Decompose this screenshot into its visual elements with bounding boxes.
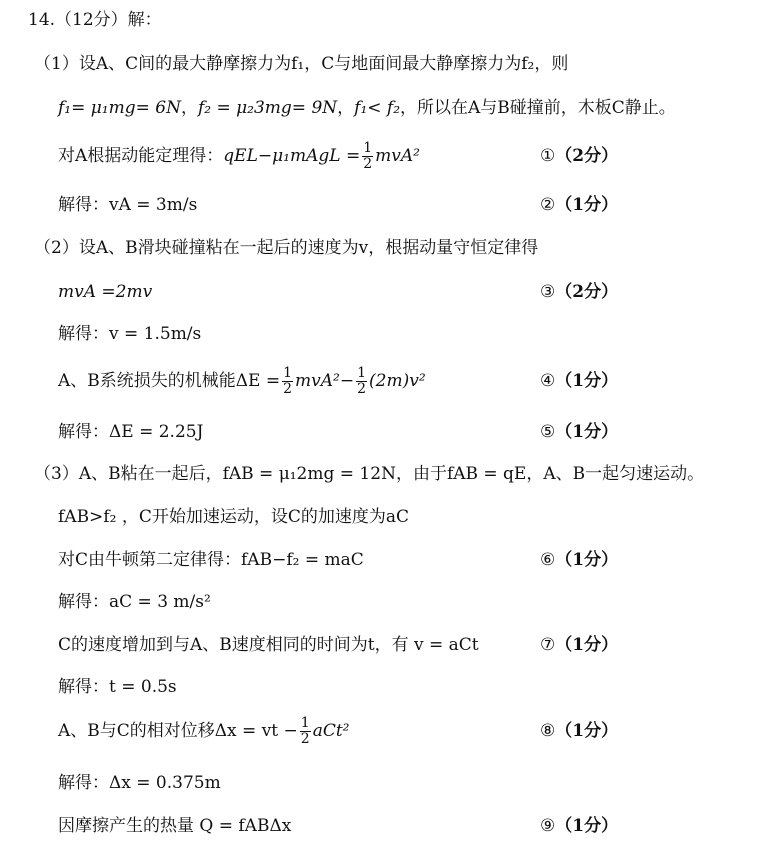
newton-second-law: 对C由牛顿第二定律得：fAB−f₂ = maC	[58, 550, 364, 570]
mark-1: ①（2分）	[540, 146, 619, 166]
energy-loss-line	[58, 366, 426, 397]
mark-9: ⑨（1分）	[540, 816, 619, 836]
f2-equation: f₂ = μ₂3mg= 9N	[197, 98, 338, 118]
energy-term-2: (2m)v²	[369, 371, 426, 391]
mark-7: ⑦（1分）	[540, 635, 619, 655]
mark-2: ②（1分）	[540, 195, 619, 215]
solve-ac: 解得：aC = 3 m/s²	[58, 592, 211, 612]
part1-conclusion: ，所以在A与B碰撞前，木板C静止。	[400, 98, 676, 118]
part2-intro: （2）设A、B滑块碰撞粘在一起后的速度为v，根据动量守恒定律得	[34, 238, 539, 258]
mark-3: ③（2分）	[540, 282, 619, 302]
half-fraction: $\frac{1}{2}$	[283, 365, 293, 397]
energy-term-1: mvA²	[295, 371, 340, 391]
displacement-prefix: A、B与C的相对位移Δx = vt −	[58, 721, 298, 741]
f1-equation: f₁= μ₁mg= 6N	[58, 98, 181, 118]
minus-sign: −	[339, 371, 355, 391]
energy-lhs: qEL−μ₁mAgL =	[223, 146, 361, 166]
part3-intro-b: fAB>f₂ ，C开始加速运动，设C的加速度为aC	[58, 507, 409, 527]
part1-friction-line: f₁= μ₁mg= 6N，f₂ = μ₂3mg= 9N，f₁< f₂，所以在A与B碰撞前，木板C静止。	[58, 98, 676, 118]
half-fraction: $\frac{1}{2}$	[357, 365, 367, 397]
problem-header: 14.（12分）解：	[28, 10, 162, 30]
part3-intro-a: （3）A、B粘在一起后，fAB = μ₁2mg = 12N，由于fAB = qE，A、B一起匀速运动。	[34, 464, 705, 484]
energy-rhs: mvA²	[375, 146, 420, 166]
displacement-tail: aCt²	[312, 721, 350, 741]
friction-inequality: f₁< f₂	[354, 98, 401, 118]
energy-prefix: 对A根据动能定理得：	[58, 146, 224, 166]
momentum-equation: mvA =2mv	[58, 282, 153, 302]
relative-displacement-line	[58, 716, 350, 747]
mark-6: ⑥（1分）	[540, 550, 619, 570]
heat-equation: 因摩擦产生的热量 Q = fABΔx	[58, 816, 292, 836]
solve-t: 解得：t = 0.5s	[58, 677, 177, 697]
mark-8: ⑧（1分）	[540, 721, 619, 741]
solve-v: 解得：v = 1.5m/s	[58, 324, 202, 344]
time-line: C的速度增加到与A、B速度相同的时间为t，有 v = aCt	[58, 635, 479, 655]
half-fraction: $\frac{1}{2}$	[363, 140, 373, 172]
half-fraction: $\frac{1}{2}$	[300, 715, 310, 747]
solve-de: 解得：ΔE = 2.25J	[58, 422, 204, 442]
mark-4: ④（1分）	[540, 371, 619, 391]
solve-dx: 解得：Δx = 0.375m	[58, 773, 221, 793]
energy-loss-prefix: A、B系统损失的机械能ΔE =	[58, 371, 281, 391]
mark-5: ⑤（1分）	[540, 422, 619, 442]
part1-intro: （1）设A、C间的最大静摩擦力为f₁，C与地面间最大静摩擦力为f₂，则	[34, 54, 569, 74]
energy-theorem-line	[58, 141, 420, 172]
solve-va: 解得：vA = 3m/s	[58, 195, 198, 215]
